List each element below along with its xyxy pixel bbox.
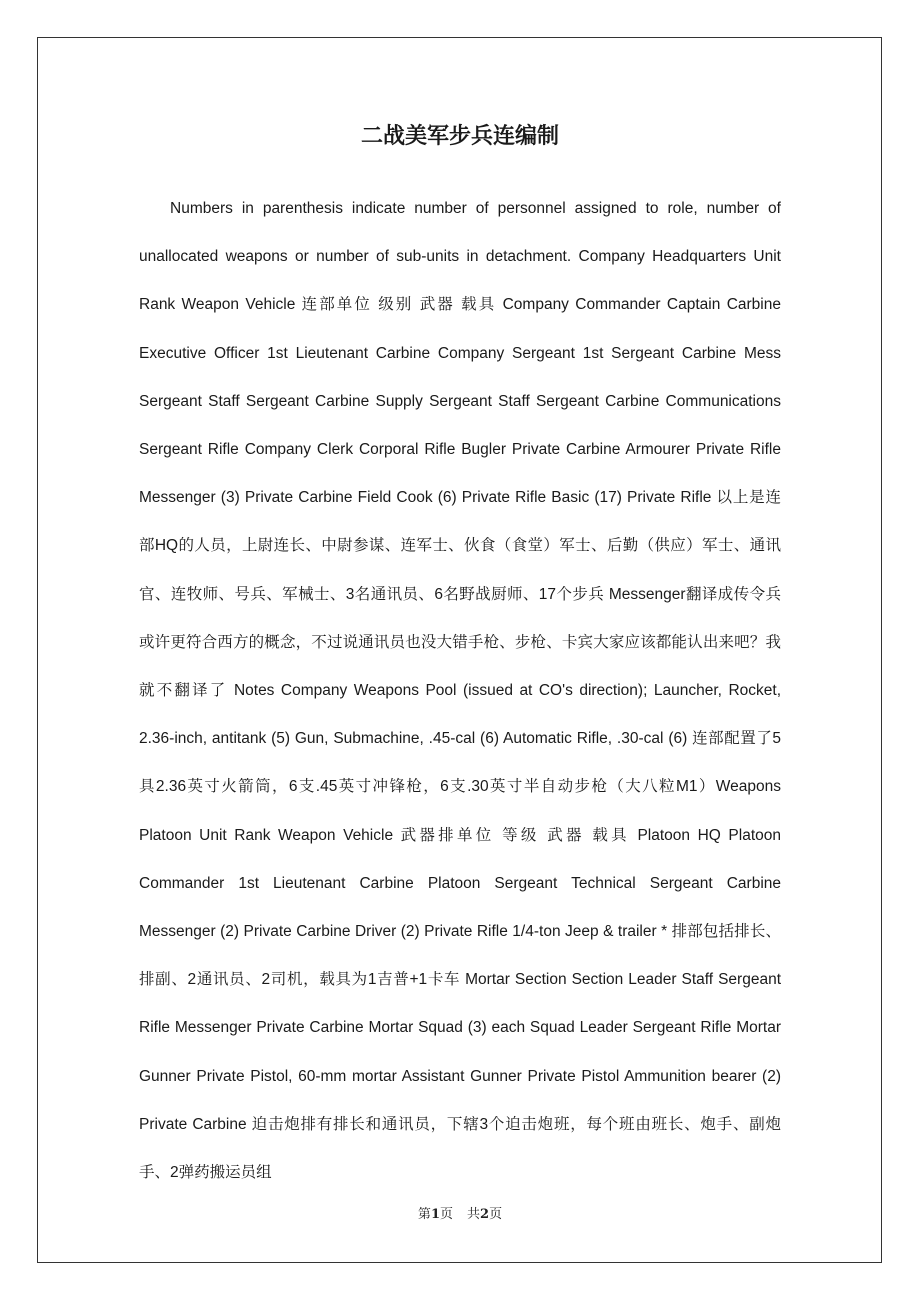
footer-page-prefix: 第	[417, 1207, 431, 1222]
document-body-text: Numbers in parenthesis indicate number of personnel assigned to role, number of unallocated weapons or number of sub-units in detachment. Company Headquarters Unit Rank Weapon Vehicle 连部单位 级别 武器 载具 Company Commander Captain Carbine Executive Officer 1st Lieutenant Carbine Company Sergeant 1st Sergeant Carbine Mess Sergeant Staff Sergeant Carbine Supply Sergeant Staff Sergeant Carbine Communications Sergeant Rifle Company Clerk Corporal Rifle Bugler Private Carbine Armourer Private Rifle Messenger (3) Private Carbine Field Cook (6) Private Rifle Basic (17) Private Rifle 以上是连部HQ的人员，上尉连长、中尉参谋、连军士、伙食（食堂）军士、后勤（供应）军士、通讯官、连牧师、号兵、军械士、3名通讯员、6名野战厨师、17个步兵 Messenger翻译成传令兵或许更符合西方的概念，不过说通讯员也没大错手枪、步枪、卡宾大家应该都能认出来吧？我就不翻译了 Notes Company Weapons Pool (issued at CO's direction); Launcher, Rocket, 2.36-inch, antitank (5) Gun, Submachine, .45-cal (6) Automatic Rifle, .30-cal (6) 连部配置了5具2.36英寸火箭筒，6支.45英寸冲锋枪，6支.30英寸半自动步枪（大八粒M1）Weapons Platoon Unit Rank Weapon Vehicle 武器排单位 等级 武器 载具 Platoon HQ Platoon Commander 1st Lieutenant Carbine Platoon Sergeant Technical Sergeant Carbine Messenger (2) Private Carbine Driver (2) Private Rifle 1/4-ton Jeep & trailer * 排部包括排长、排副、2通讯员、2司机，载具为1吉普+1卡车 Mortar Section Section Leader Staff Sergeant Rifle Messenger Private Carbine Mortar Squad (3) each Squad Leader Sergeant Rifle Mortar Gunner Private Pistol, 60-mm mortar Assistant Gunner Private Pistol Ammunition bearer (2) Private Carbine 迫击炮排有排长和通讯员，下辖3个迫击炮班，每个班由班长、炮手、副炮手、2弹药搬运员组	[139, 200, 781, 1182]
document-title: 二战美军步兵连编制	[360, 124, 559, 149]
page-footer	[0, 1205, 920, 1225]
footer-page-suffix: 页	[439, 1207, 453, 1222]
footer-total-pages: 2	[480, 1207, 490, 1222]
footer-total-suffix: 页	[489, 1207, 503, 1222]
footer-page-number: 1	[430, 1207, 440, 1222]
footer-total-prefix: 共	[467, 1207, 481, 1222]
